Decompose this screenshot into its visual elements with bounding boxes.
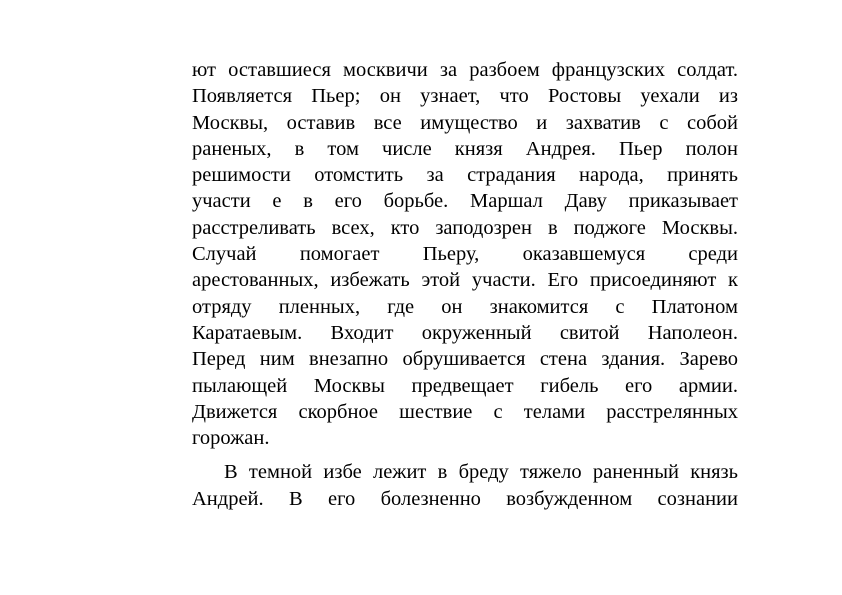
paragraph (192, 57, 738, 451)
text-line: В темной избе лежит в бреду тяжело раненный князь (224, 461, 738, 484)
text-body (192, 57, 738, 512)
text-line: отряду пленных, где он знакомится с Платоном (192, 295, 738, 318)
text-line: Перед ним внезапно обрушивается стена здания. Зарево (192, 348, 738, 371)
text-line: решимости отомстить за страдания народа, принять (192, 164, 738, 187)
text-line: Случай помогает Пьеру, оказавшемуся среди (192, 243, 738, 266)
text-line: раненых, в том числе князя Андрея. Пьер полон (192, 137, 738, 160)
text-line: Андрей. В его болезненно возбужденном сознании (192, 487, 738, 510)
paragraph-gap (192, 451, 738, 459)
text-line: Каратаевым. Входит окруженный свитой Наполеон. (192, 321, 738, 344)
text-line: расстреливать всех, кто заподозрен в поджоге Москвы. (192, 216, 738, 239)
text-line: арестованных, избежать этой участи. Его присоединяют к (192, 269, 738, 292)
text-line: ют оставшиеся москвичи за разбоем французских солдат. (192, 59, 738, 81)
text-line: участи е в его борьбе. Маршал Даву приказывает (192, 190, 738, 213)
text-line: Движется скорбное шествие с телами расстрелянных (192, 400, 738, 423)
text-line: Появляется Пьер; он узнает, что Ростовы уехали из (192, 85, 738, 108)
text-line: горожан. (192, 427, 270, 450)
text-line: Москвы, оставив все имущество и захватив с собой (192, 111, 738, 134)
text-line: пылающей Москвы предвещает гибель его армии. (192, 374, 738, 397)
paragraph (192, 459, 738, 512)
